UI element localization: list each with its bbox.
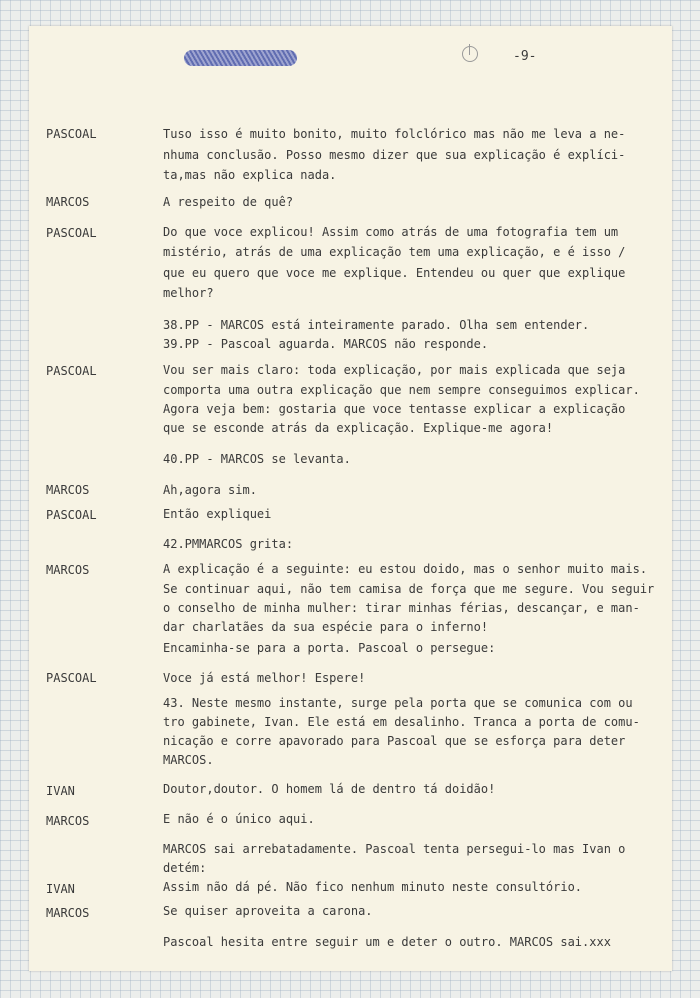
dialogue-line: Ah,agora sim. [163, 483, 257, 497]
stage-direction: MARCOS. [163, 753, 214, 767]
dialogue-line: nhuma conclusão. Posso mesmo dizer que sua explicação é explíci- [163, 148, 626, 162]
dialogue-line: melhor? [163, 286, 214, 300]
stage-direction: 39.PP - Pascoal aguarda. MARCOS não responde. [163, 337, 489, 351]
speaker-label: IVAN [46, 882, 75, 896]
crossed-out-header-scribble [184, 50, 297, 66]
dialogue-line: Tuso isso é muito bonito, muito folclórico mas não me leva a ne- [163, 127, 626, 141]
dialogue-line: Agora veja bem: gostaria que voce tentasse explicar a explicação [163, 402, 626, 416]
punch-hole-mark [462, 46, 478, 62]
script-page [29, 26, 672, 971]
speaker-label: MARCOS [46, 906, 90, 920]
stage-direction: 38.PP - MARCOS está inteiramente parado. Olha sem entender. [163, 318, 590, 332]
dialogue-line: Voce já está melhor! Espere! [163, 671, 366, 685]
speaker-label: MARCOS [46, 814, 90, 828]
dialogue-line: o conselho de minha mulher: tirar minhas férias, descançar, e man- [163, 601, 640, 615]
dialogue-line: Do que voce explicou! Assim como atrás de uma fotografia tem um [163, 225, 619, 239]
page-number: -9- [513, 49, 537, 64]
dialogue-line: Então expliquei [163, 507, 272, 521]
stage-direction: Encaminha-se para a porta. Pascoal o persegue: [163, 641, 496, 655]
speaker-label: IVAN [46, 784, 75, 798]
dialogue-line: Se quiser aproveita a carona. [163, 904, 373, 918]
speaker-label: PASCOAL [46, 364, 97, 378]
dialogue-line: comporta uma outra explicação que nem sempre conseguimos explicar. [163, 383, 640, 397]
speaker-label: PASCOAL [46, 127, 97, 141]
stage-direction: nicação e corre apavorado para Pascoal que se esforça para deter [163, 734, 626, 748]
speaker-label: PASCOAL [46, 508, 97, 522]
speaker-label: MARCOS [46, 483, 90, 497]
stage-direction: Pascoal hesita entre seguir um e deter o outro. MARCOS sai.xxx [163, 935, 611, 949]
dialogue-line: Vou ser mais claro: toda explicação, por mais explicada que seja [163, 363, 626, 377]
dialogue-line: Assim não dá pé. Não fico nenhum minuto neste consultório. [163, 880, 583, 894]
speaker-label: PASCOAL [46, 226, 97, 240]
speaker-label: PASCOAL [46, 671, 97, 685]
dialogue-line: ta,mas não explica nada. [163, 168, 337, 182]
dialogue-line: Doutor,doutor. O homem lá de dentro tá doidão! [163, 782, 496, 796]
dialogue-line: A explicação é a seguinte: eu estou doido, mas o senhor muito mais. [163, 562, 648, 576]
stage-direction: tro gabinete, Ivan. Ele está em desalinho. Tranca a porta de comu- [163, 715, 640, 729]
dialogue-line: E não é o único aqui. [163, 812, 315, 826]
stage-direction: MARCOS sai arrebatadamente. Pascoal tenta persegui-lo mas Ivan o [163, 842, 626, 856]
speaker-label: MARCOS [46, 195, 90, 209]
speaker-label: MARCOS [46, 563, 90, 577]
dialogue-line: que se esconde atrás da explicação. Explique-me agora! [163, 421, 554, 435]
stage-direction: 40.PP - MARCOS se levanta. [163, 452, 351, 466]
stage-direction: 43. Neste mesmo instante, surge pela porta que se comunica com ou [163, 696, 633, 710]
dialogue-line: dar charlatães da sua espécie para o inferno! [163, 620, 489, 634]
dialogue-line: Se continuar aqui, não tem camisa de força que me segure. Vou seguir [163, 582, 655, 596]
dialogue-line: A respeito de quê? [163, 195, 294, 209]
stage-direction: 42.PMMARCOS grita: [163, 537, 294, 551]
dialogue-line: que eu quero que voce me explique. Entendeu ou quer que explique [163, 266, 626, 280]
stage-direction: detém: [163, 861, 207, 875]
dialogue-line: mistério, atrás de uma explicação tem uma explicação, e é isso / [163, 245, 626, 259]
